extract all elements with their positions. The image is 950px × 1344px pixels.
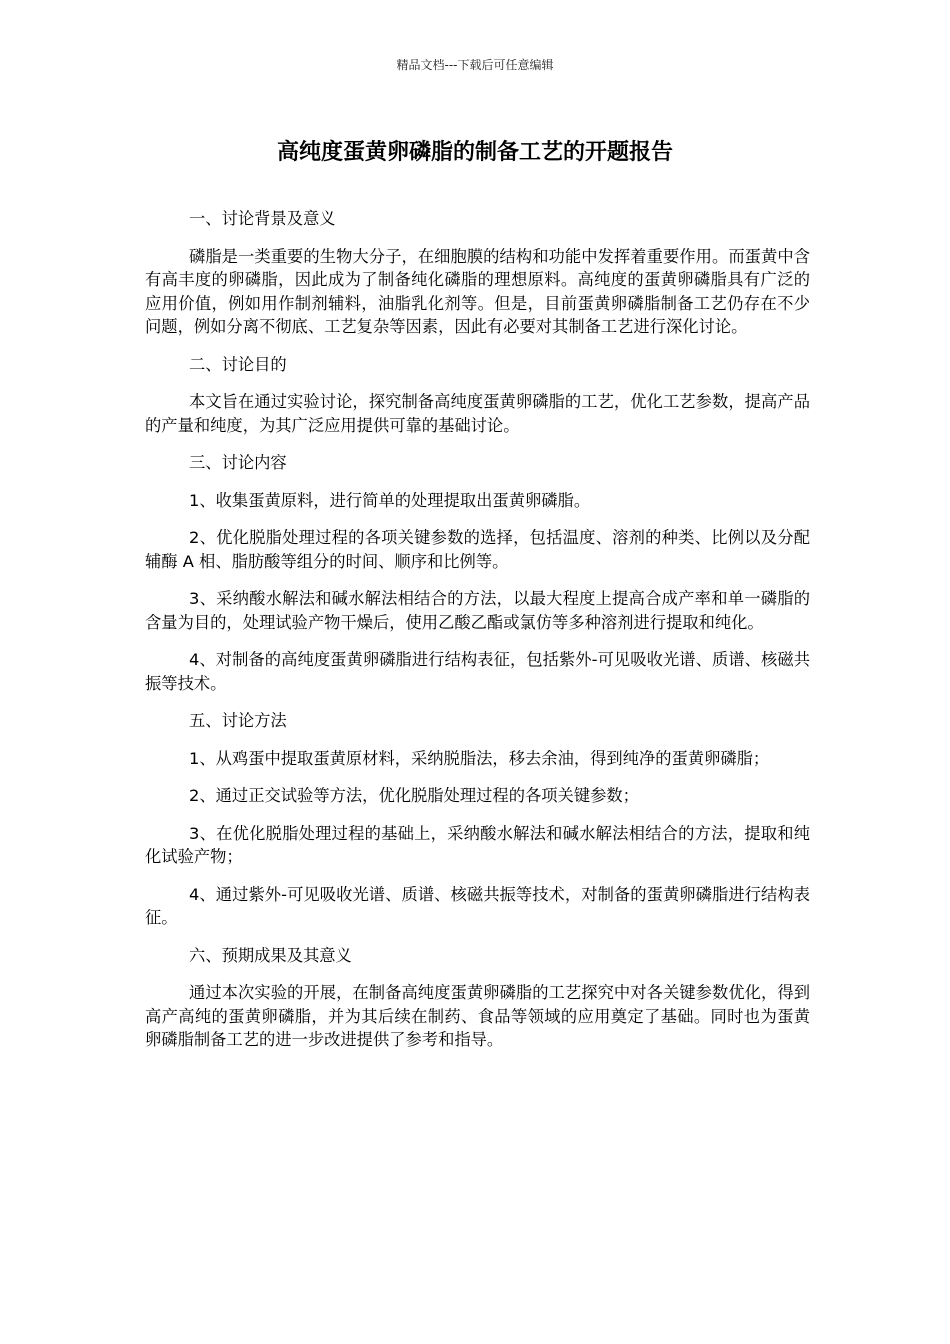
content-item-3: 3、采纳酸水解法和碱水解法相结合的方法，以最大程度上提高合成产率和单一磷脂的含量为目的，处理试验产物干燥后，使用乙酸乙酯或氯仿等多种溶剂进行提取和纯化。 — [145, 589, 810, 632]
method-item-4: 4、通过紫外-可见吸收光谱、质谱、核磁共振等技术，对制备的蛋黄卵磷脂进行结构表征。 — [145, 884, 810, 927]
section-heading-purpose: 二、讨论目的 — [189, 354, 287, 374]
method-item-3: 3、在优化脱脂处理过程的基础上，采纳酸水解法和碱水解法相结合的方法，提取和纯化试验产物； — [145, 823, 810, 866]
document-title: 高纯度蛋黄卵磷脂的制备工艺的开题报告 — [276, 140, 673, 165]
method-item-1: 1、从鸡蛋中提取蛋黄原材料，采纳脱脂法，移去余油，得到纯净的蛋黄卵磷脂； — [189, 748, 770, 768]
paragraph-outcome: 通过本次实验的开展，在制备高纯度蛋黄卵磷脂的工艺探究中对各关键参数优化，得到高产高纯的蛋黄卵磷脂，并为其后续在制药、食品等领域的应用奠定了基础。同时也为蛋黄卵磷脂制备工艺的进一步改进提供了参考和指导。 — [145, 983, 810, 1049]
section-heading-method: 五、讨论方法 — [189, 711, 287, 730]
content-item-2: 2、优化脱脂处理过程的各项关键参数的选择，包括温度、溶剂的种类、比例以及分配辅酶 A 相、脂肪酸等组分的时间、顺序和比例等。 — [145, 528, 810, 571]
document-body — [145, 207, 810, 1066]
content-item-4: 4、对制备的高纯度蛋黄卵磷脂进行结构表征，包括紫外-可见吸收光谱、质谱、核磁共振等技术。 — [145, 650, 810, 693]
content-item-1: 1、收集蛋黄原料，进行简单的处理提取出蛋黄卵磷脂。 — [189, 490, 591, 510]
section-heading-outcome: 六、预期成果及其意义 — [189, 945, 352, 965]
section-heading-background: 一、讨论背景及意义 — [189, 209, 336, 228]
section-heading-content: 三、讨论内容 — [189, 453, 287, 472]
paragraph-background: 磷脂是一类重要的生物大分子，在细胞膜的结构和功能中发挥着重要作用。而蛋黄中含有高丰度的卵磷脂，因此成为了制备纯化磷脂的理想原料。高纯度的蛋黄卵磷脂具有广泛的应用价值，例如用作制剂辅料，油脂乳化剂等。但是，目前蛋黄卵磷脂制备工艺仍存在不少问题，例如分离不彻底、工艺复杂等因素，因此有必要对其制备工艺进行深化讨论。 — [145, 246, 810, 336]
method-item-2: 2、通过正交试验等方法，优化脱脂处理过程的各项关键参数； — [189, 786, 639, 805]
paragraph-purpose: 本文旨在通过实验讨论，探究制备高纯度蛋黄卵磷脂的工艺，优化工艺参数，提高产品的产量和纯度，为其广泛应用提供可靠的基础讨论。 — [145, 392, 810, 435]
page-header: 精品文档---下载后可任意编辑 — [396, 58, 554, 72]
